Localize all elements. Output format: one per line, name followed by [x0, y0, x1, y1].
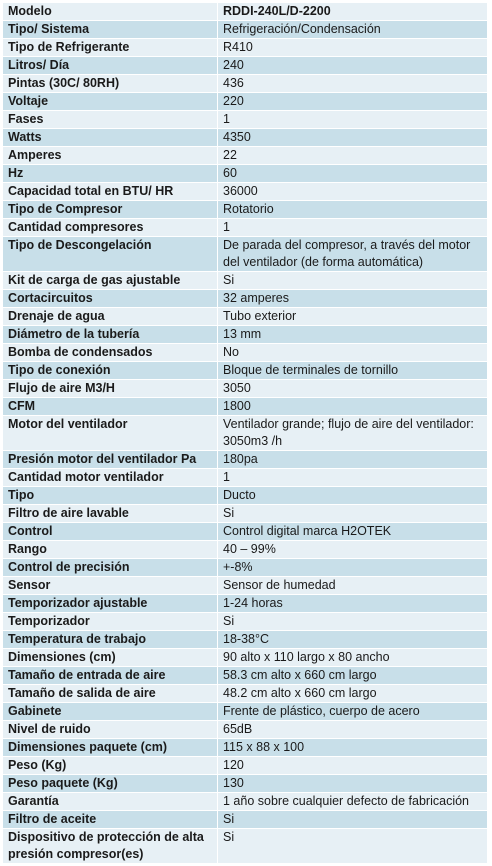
- spec-label: Nivel de ruido: [3, 721, 218, 739]
- table-row: [3, 739, 488, 757]
- spec-value: 220: [218, 93, 488, 111]
- spec-value: Tubo exterior: [218, 308, 488, 326]
- spec-value: 90 alto x 110 largo x 80 ancho: [218, 649, 488, 667]
- table-row: [3, 559, 488, 577]
- spec-label: Tipo/ Sistema: [3, 21, 218, 39]
- table-row: [3, 505, 488, 523]
- table-row: [3, 39, 488, 57]
- spec-label: Temporizador: [3, 613, 218, 631]
- table-row: [3, 57, 488, 75]
- spec-value: 4350: [218, 129, 488, 147]
- spec-label: Kit de carga de gas ajustable: [3, 272, 218, 290]
- spec-value: 180pa: [218, 451, 488, 469]
- table-row: [3, 487, 488, 505]
- spec-label: Filtro de aire lavable: [3, 505, 218, 523]
- spec-label: Cortacircuitos: [3, 290, 218, 308]
- spec-label: Control de precisión: [3, 559, 218, 577]
- table-row: [3, 237, 488, 272]
- table-row: [3, 721, 488, 739]
- spec-label: Filtro de aceite: [3, 811, 218, 829]
- table-row: [3, 362, 488, 380]
- spec-value: 32 amperes: [218, 290, 488, 308]
- spec-value: 130: [218, 775, 488, 793]
- spec-label: Capacidad total en BTU/ HR: [3, 183, 218, 201]
- spec-value: 1: [218, 469, 488, 487]
- spec-value: +-8%: [218, 559, 488, 577]
- table-row: [3, 75, 488, 93]
- spec-value: Si: [218, 829, 488, 864]
- table-row: [3, 344, 488, 362]
- spec-value: Bloque de terminales de tornillo: [218, 362, 488, 380]
- spec-label: Peso paquete (Kg): [3, 775, 218, 793]
- spec-value: 48.2 cm alto x 660 cm largo: [218, 685, 488, 703]
- table-row: [3, 308, 488, 326]
- table-row: [3, 416, 488, 451]
- spec-label: Control: [3, 523, 218, 541]
- table-row: [3, 541, 488, 559]
- spec-value: 58.3 cm alto x 660 cm largo: [218, 667, 488, 685]
- table-row: [3, 219, 488, 237]
- spec-label: Tipo: [3, 487, 218, 505]
- header-label: Modelo: [3, 3, 218, 21]
- spec-table: [2, 2, 488, 864]
- table-row: [3, 111, 488, 129]
- spec-value: 13 mm: [218, 326, 488, 344]
- spec-value: R410: [218, 39, 488, 57]
- spec-value: Ducto: [218, 487, 488, 505]
- table-row: [3, 667, 488, 685]
- spec-value: 436: [218, 75, 488, 93]
- spec-label: Bomba de condensados: [3, 344, 218, 362]
- table-row: [3, 523, 488, 541]
- spec-value: 40 – 99%: [218, 541, 488, 559]
- table-row: [3, 451, 488, 469]
- spec-value: 1 año sobre cualquier defecto de fabricación: [218, 793, 488, 811]
- spec-value: 1: [218, 219, 488, 237]
- table-row: [3, 326, 488, 344]
- table-row: [3, 631, 488, 649]
- table-row: [3, 469, 488, 487]
- spec-label: Tamaño de salida de aire: [3, 685, 218, 703]
- spec-value: 1800: [218, 398, 488, 416]
- spec-value: No: [218, 344, 488, 362]
- table-row: [3, 21, 488, 39]
- spec-label: Temporizador ajustable: [3, 595, 218, 613]
- spec-label: Dimensiones (cm): [3, 649, 218, 667]
- table-row: [3, 703, 488, 721]
- spec-label: Watts: [3, 129, 218, 147]
- spec-value: 65dB: [218, 721, 488, 739]
- table-row: [3, 613, 488, 631]
- spec-value: Si: [218, 811, 488, 829]
- spec-label: Diámetro de la tubería: [3, 326, 218, 344]
- table-row: [3, 398, 488, 416]
- model-value: RDDI-240L/D-2200: [218, 3, 488, 21]
- spec-label: Voltaje: [3, 93, 218, 111]
- header-row: [3, 3, 488, 21]
- spec-value: Ventilador grande; flujo de aire del ventilador: 3050m3 /h: [218, 416, 488, 451]
- table-row: [3, 757, 488, 775]
- spec-label: Tipo de Descongelación: [3, 237, 218, 272]
- spec-label: Presión motor del ventilador Pa: [3, 451, 218, 469]
- spec-value: 22: [218, 147, 488, 165]
- spec-value: Si: [218, 613, 488, 631]
- table-row: [3, 649, 488, 667]
- spec-value: Rotatorio: [218, 201, 488, 219]
- spec-value: 18-38°C: [218, 631, 488, 649]
- spec-value: 60: [218, 165, 488, 183]
- spec-label: Temperatura de trabajo: [3, 631, 218, 649]
- table-row: [3, 165, 488, 183]
- table-row: [3, 595, 488, 613]
- table-row: [3, 811, 488, 829]
- spec-value: Si: [218, 505, 488, 523]
- spec-table-body: [3, 3, 488, 864]
- table-row: [3, 775, 488, 793]
- spec-label: Sensor: [3, 577, 218, 595]
- table-row: [3, 93, 488, 111]
- table-row: [3, 577, 488, 595]
- table-row: [3, 829, 488, 864]
- spec-label: Hz: [3, 165, 218, 183]
- spec-value: Si: [218, 272, 488, 290]
- spec-label: Litros/ Día: [3, 57, 218, 75]
- spec-value: 3050: [218, 380, 488, 398]
- spec-value: 115 x 88 x 100: [218, 739, 488, 757]
- spec-value: 1: [218, 111, 488, 129]
- spec-label: Cantidad compresores: [3, 219, 218, 237]
- table-row: [3, 290, 488, 308]
- spec-label: Peso (Kg): [3, 757, 218, 775]
- spec-value: Sensor de humedad: [218, 577, 488, 595]
- spec-value: 1-24 horas: [218, 595, 488, 613]
- spec-label: Gabinete: [3, 703, 218, 721]
- spec-label: Tipo de conexión: [3, 362, 218, 380]
- spec-label: Fases: [3, 111, 218, 129]
- spec-label: Garantía: [3, 793, 218, 811]
- table-row: [3, 685, 488, 703]
- spec-value: 120: [218, 757, 488, 775]
- spec-label: Drenaje de agua: [3, 308, 218, 326]
- table-row: [3, 380, 488, 398]
- spec-label: Flujo de aire M3/H: [3, 380, 218, 398]
- table-row: [3, 129, 488, 147]
- spec-value: Control digital marca H2OTEK: [218, 523, 488, 541]
- table-row: [3, 272, 488, 290]
- table-row: [3, 793, 488, 811]
- spec-label: Motor del ventilador: [3, 416, 218, 451]
- spec-label: Dispositivo de protección de alta presión compresor(es): [3, 829, 218, 864]
- spec-value: Refrigeración/Condensación: [218, 21, 488, 39]
- table-row: [3, 183, 488, 201]
- spec-label: CFM: [3, 398, 218, 416]
- spec-value: 240: [218, 57, 488, 75]
- spec-value: De parada del compresor, a través del motor del ventilador (de forma automática): [218, 237, 488, 272]
- spec-label: Tamaño de entrada de aire: [3, 667, 218, 685]
- spec-value: Frente de plástico, cuerpo de acero: [218, 703, 488, 721]
- spec-label: Tipo de Refrigerante: [3, 39, 218, 57]
- table-row: [3, 201, 488, 219]
- spec-value: 36000: [218, 183, 488, 201]
- spec-label: Tipo de Compresor: [3, 201, 218, 219]
- spec-label: Pintas (30C/ 80RH): [3, 75, 218, 93]
- spec-label: Dimensiones paquete (cm): [3, 739, 218, 757]
- spec-label: Rango: [3, 541, 218, 559]
- table-row: [3, 147, 488, 165]
- spec-label: Cantidad motor ventilador: [3, 469, 218, 487]
- spec-label: Amperes: [3, 147, 218, 165]
